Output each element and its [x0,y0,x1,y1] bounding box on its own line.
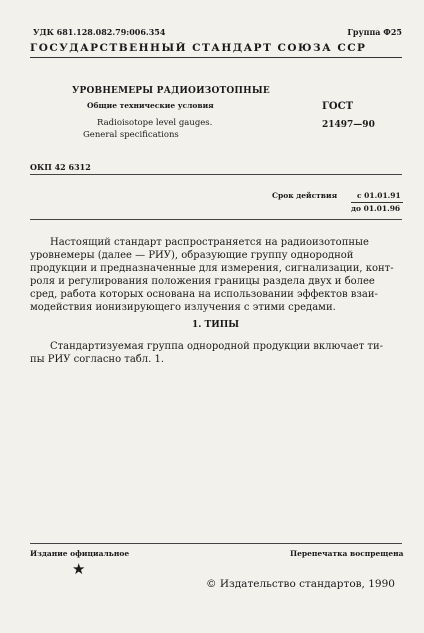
footer-divider [30,543,402,544]
udk-code: УДК 681.128.082.79:006.354 [33,27,166,37]
english-title-line-1: Radioisotope level gauges. [97,118,213,128]
reprint-prohibited-note: Перепечатка воспрещена [290,549,404,558]
official-edition-note: Издание официальное [30,549,130,558]
english-title-line-2: General specifications [83,130,179,140]
validity-to: до 01.01.96 [351,204,401,213]
paragraph-line: продукции и предназначенные для измерения, сигнализации, конт- [30,263,394,274]
paragraph-line: уровнемеры (далее — РИУ), образующие группу однородной [30,250,354,261]
section-title: 1. ТИПЫ [192,320,240,330]
state-standard-heading: ГОСУДАРСТВЕННЫЙ СТАНДАРТ СОЮЗА ССР [30,42,367,54]
gost-number: 21497—90 [322,120,375,130]
validity-from: с 01.01.91 [357,191,401,200]
group-code: Группа Ф25 [347,27,402,37]
paragraph-line: модействия ионизирующего излучения с этими средами. [30,302,336,313]
paragraph-line: сред, работа которых основана на использовании эффектов взаи- [30,289,378,300]
body-divider [30,219,402,220]
gost-label: ГОСТ [322,101,354,112]
copyright-line: © Издательство стандартов, 1990 [206,578,395,590]
header-divider [30,57,402,58]
paragraph-line: Стандартизуемая группа однородной продукции включает ти- [50,341,384,352]
paragraph-line: Настоящий стандарт распространяется на радиоизотопные [50,237,369,248]
validity-underline [351,202,403,203]
validity-label: Срок действия [272,191,338,200]
okp-code: ОКП 42 6312 [30,162,91,172]
okp-divider [30,174,402,175]
paragraph-line: пы РИУ согласно табл. 1. [30,354,165,365]
paragraph-line: роля и регулирования положения границы раздела двух и более [30,276,375,287]
document-subtitle: Общие технические условия [87,101,214,110]
star-icon: ★ [72,560,86,578]
document-title: УРОВНЕМЕРЫ РАДИОИЗОТОПНЫЕ [72,86,270,96]
